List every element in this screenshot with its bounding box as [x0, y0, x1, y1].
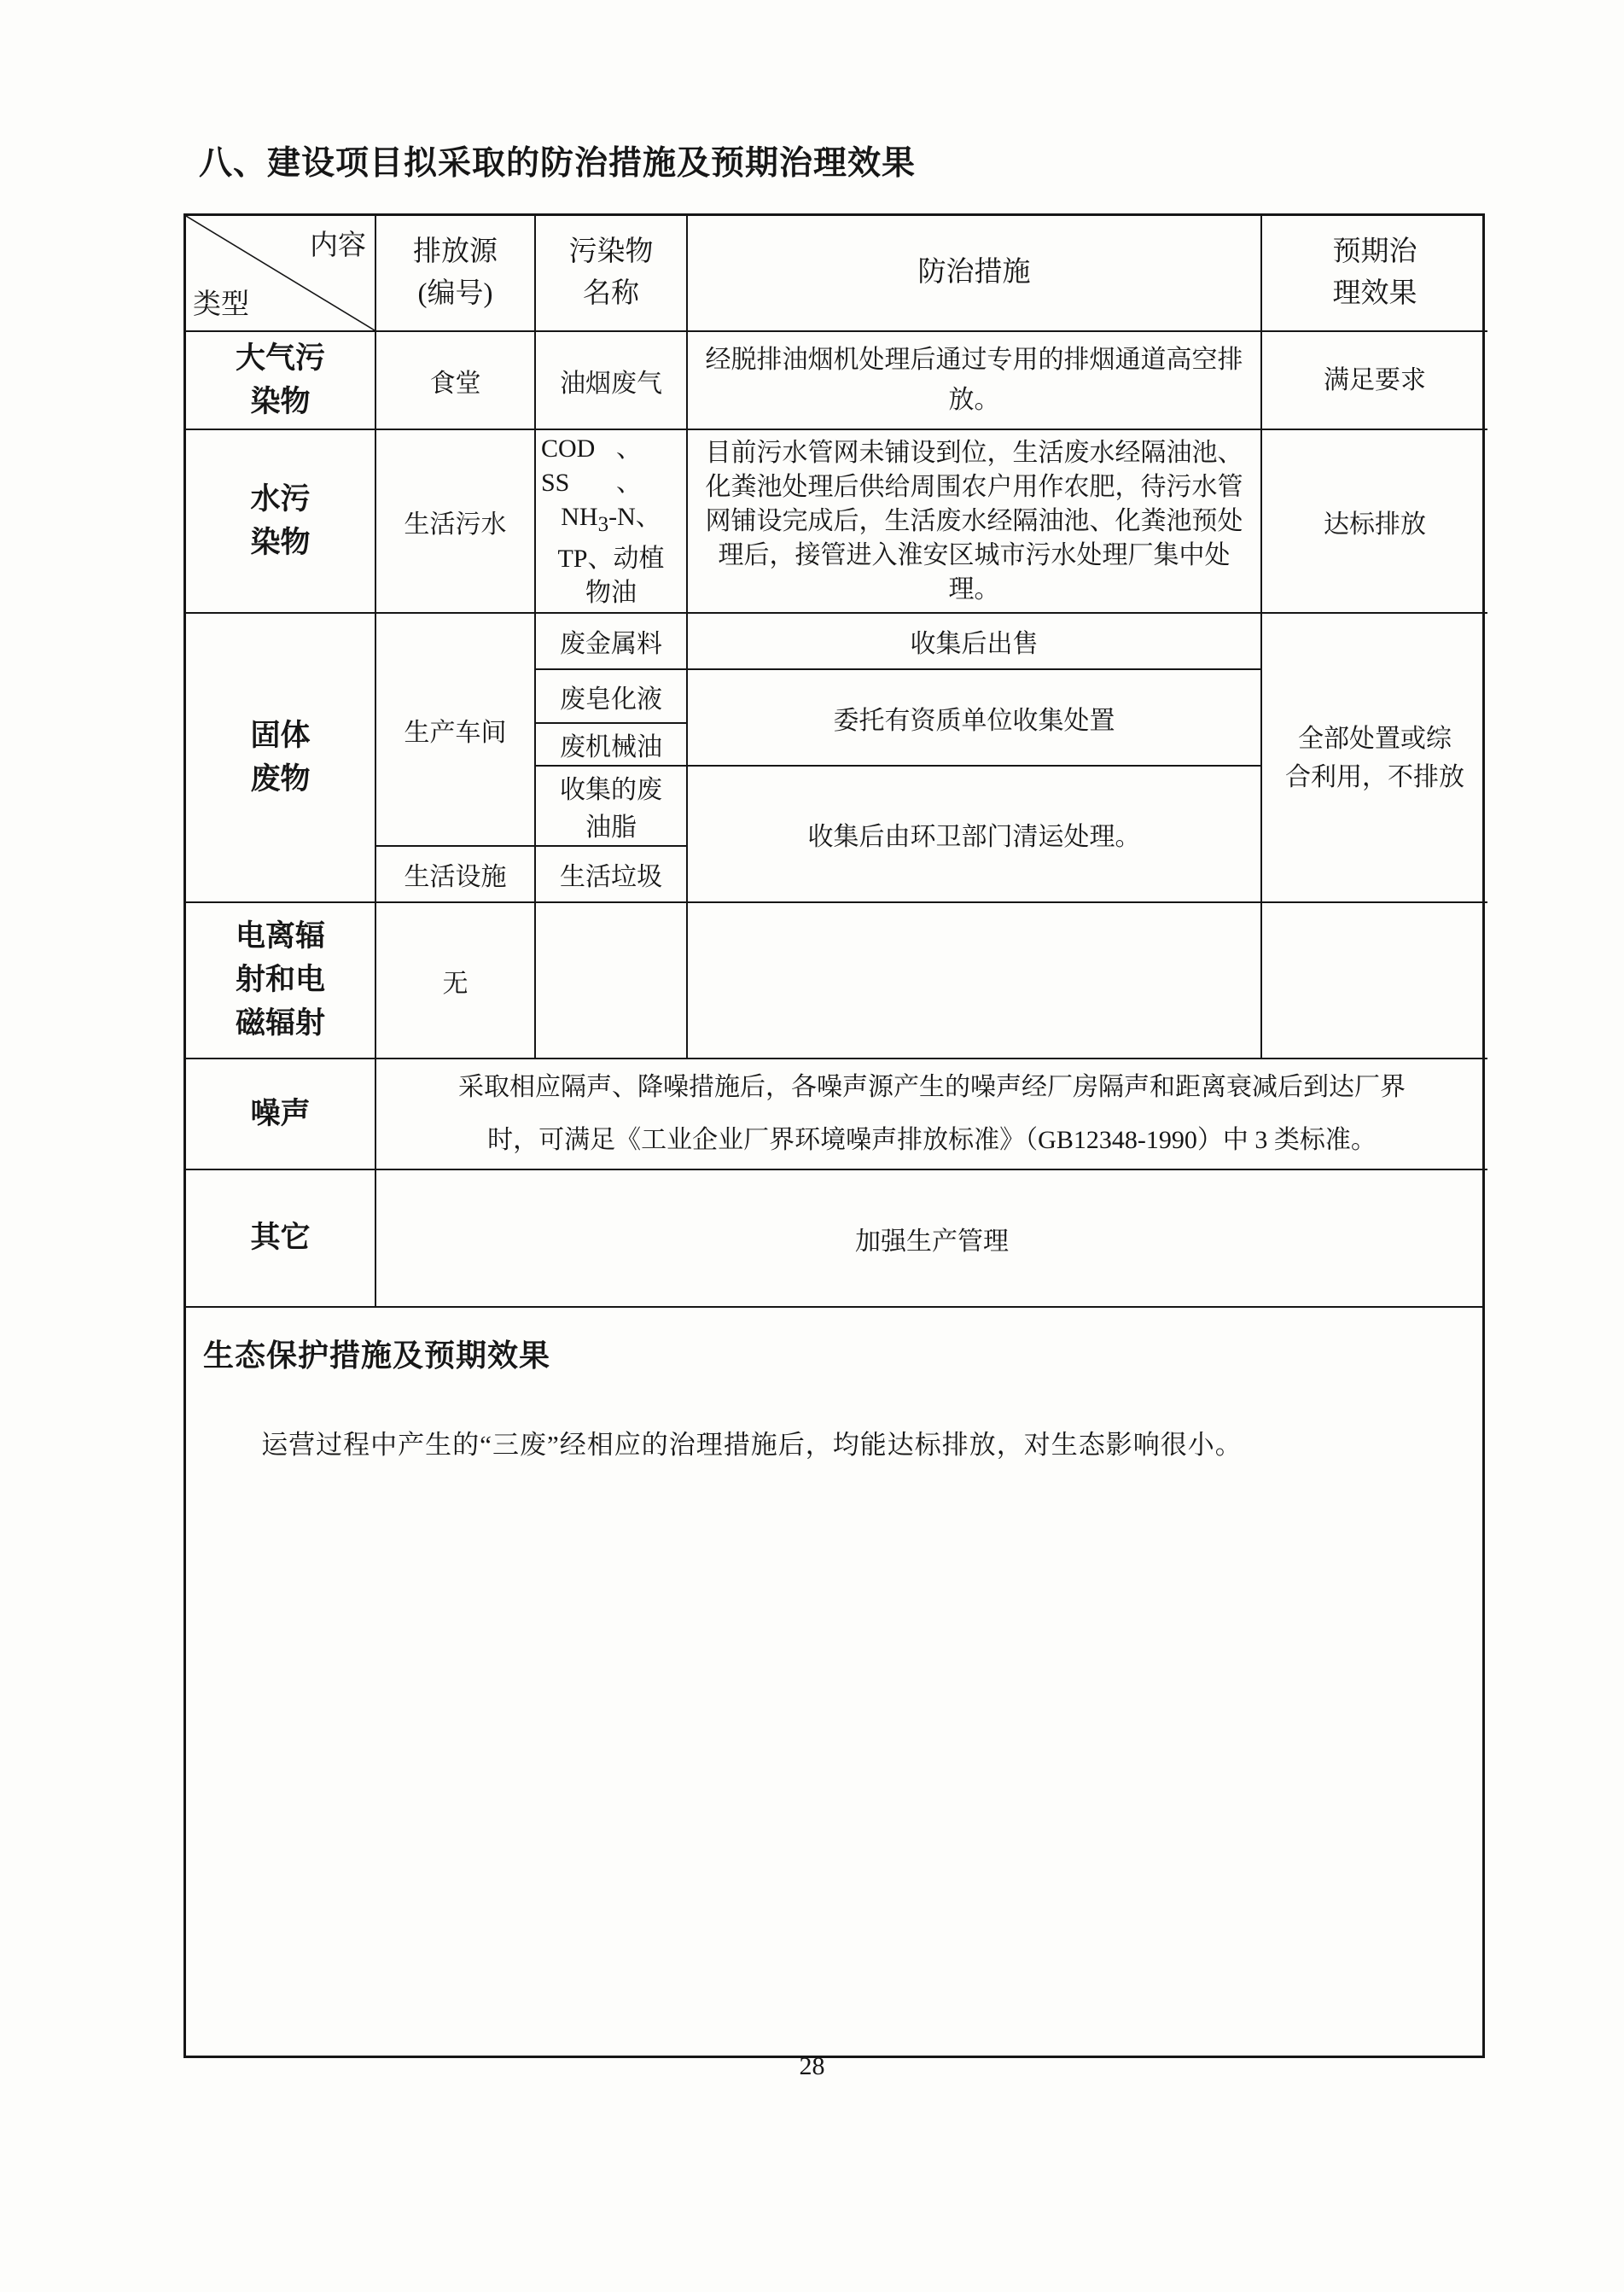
cell-water-measure: 目前污水管网未铺设到位，生活废水经隔油池、化粪池处理后供给周围农户用作农肥，待污水管网铺设完成后，生活废水经隔油池、化粪池预处理后，接管进入淮安区城市污水处理厂集中处理。 [687, 429, 1261, 613]
cell-waste-domestic: 生活垃圾 [535, 846, 687, 902]
cell-solid-effect [1261, 613, 1487, 902]
pollutant-tp-line: TP、动植 [557, 545, 665, 573]
pollutant-cod-text: COD [541, 434, 596, 463]
col-header-pollutant-line1: 污染物 [568, 236, 654, 267]
cell-air-effect: 满足要求 [1261, 331, 1487, 429]
pollutant-nh3n-post: -N、 [608, 503, 661, 531]
cell-solid-type [186, 613, 375, 902]
cell-radiation-type [186, 902, 375, 1059]
cell-air-type-line2: 染物 [250, 384, 311, 418]
row-radiation [186, 902, 1487, 1059]
pollutant-nh3n-sub: 3 [597, 513, 609, 536]
row-noise [186, 1059, 1487, 1169]
cell-air-source: 食堂 [375, 331, 535, 429]
cell-other-type: 其它 [186, 1169, 375, 1306]
cell-noise-measure-line1: 采取相应隔声、降噪措施后，各噪声源产生的噪声经厂房隔声和距离衰减后到达厂界 [458, 1073, 1406, 1101]
cell-measure-metal: 收集后出售 [687, 613, 1261, 669]
cell-radiation-source: 无 [375, 902, 535, 1059]
eco-heading: 生态保护措施及预期效果 [203, 1338, 551, 1373]
cell-solid-source-production: 生产车间 [375, 613, 535, 846]
col-header-effect [1261, 216, 1487, 331]
row-air [186, 331, 1487, 429]
pollutant-oil-line: 物油 [585, 579, 637, 607]
cell-solid-effect-line1: 全部处置或综 [1298, 724, 1452, 753]
cell-radiation-type-line2: 射和电 [235, 963, 325, 997]
page-title: 八、建设项目拟采取的防治措施及预期治理效果 [199, 145, 917, 182]
cell-water-type-line1: 水污 [250, 481, 311, 516]
cell-radiation-measure-empty [687, 902, 1261, 1059]
cell-solid-type-line1: 固体 [250, 718, 311, 752]
row-other [186, 1169, 1487, 1306]
page-number: 28 [799, 2052, 825, 2080]
cell-waste-grease [535, 766, 687, 846]
cell-measure-sanitation: 收集后由环卫部门清运处理。 [687, 766, 1261, 902]
eco-section [186, 1306, 1482, 2056]
col-header-effect-line2: 理效果 [1332, 278, 1417, 309]
header-corner-type-label: 类型 [193, 289, 249, 320]
pollutant-cod [541, 432, 642, 466]
cell-radiation-type-line3: 磁辐射 [235, 1006, 325, 1040]
cell-other-measure: 加强生产管理 [375, 1169, 1487, 1306]
measures-table [186, 216, 1487, 1306]
pollutant-ss-punct: 、 [616, 469, 642, 497]
cell-measure-entrust: 委托有资质单位收集处置 [687, 669, 1261, 766]
cell-water-type [186, 429, 375, 613]
header-corner-content-label: 内容 [310, 230, 366, 261]
row-water [186, 429, 1487, 613]
cell-waste-metal: 废金属料 [535, 613, 687, 669]
cell-air-type [186, 331, 375, 429]
pollutant-ss [541, 466, 642, 500]
eco-body: 运营过程中产生的“三废”经相应的治理措施后，均能达标排放，对生态影响很小。 [261, 1430, 1243, 1460]
cell-radiation-type-line1: 电离辐 [235, 919, 325, 954]
cell-waste-machine-oil: 废机械油 [535, 723, 687, 766]
pollutant-cod-punct: 、 [616, 434, 642, 463]
pollutant-nh3n-pre: NH [561, 503, 598, 531]
cell-water-source: 生活污水 [375, 429, 535, 613]
cell-solid-source-domestic: 生活设施 [375, 846, 535, 902]
cell-waste-grease-line1: 收集的废 [560, 776, 662, 804]
cell-waste-saponification: 废皂化液 [535, 669, 687, 723]
header-corner-cell [186, 216, 375, 331]
cell-solid-type-line2: 废物 [250, 761, 311, 796]
cell-air-type-line1: 大气污 [235, 341, 325, 375]
cell-water-pollutants [535, 429, 687, 613]
col-header-source-line1: 排放源 [413, 236, 498, 267]
col-header-pollutant-line2: 名称 [583, 278, 639, 309]
col-header-source [375, 216, 535, 331]
col-header-effect-line1: 预期治 [1332, 236, 1417, 267]
col-header-measures: 防治措施 [687, 216, 1261, 331]
cell-radiation-pollutant-empty [535, 902, 687, 1059]
cell-solid-effect-line2: 合利用，不排放 [1285, 762, 1464, 791]
cell-air-measure: 经脱排油烟机处理后通过专用的排烟通道高空排放。 [687, 331, 1261, 429]
pollutant-ss-text: SS [541, 469, 570, 497]
row-solid-metal [186, 613, 1487, 669]
cell-water-effect: 达标排放 [1261, 429, 1487, 613]
col-header-source-line2: (编号) [417, 278, 493, 309]
cell-noise-type: 噪声 [186, 1059, 375, 1169]
cell-radiation-effect-empty [1261, 902, 1487, 1059]
content-frame [183, 213, 1485, 2058]
cell-waste-grease-line2: 油脂 [585, 814, 637, 842]
cell-air-pollutant: 油烟废气 [535, 331, 687, 429]
cell-noise-measure-line2: 时，可满足《工业企业厂界环境噪声排放标准》（GB12348-1990）中 3 类标准。 [487, 1126, 1377, 1154]
cell-water-type-line2: 染物 [250, 525, 311, 559]
col-header-pollutant [535, 216, 687, 331]
pollutant-nh3n [541, 500, 681, 542]
cell-noise-measure [375, 1059, 1487, 1169]
header-row [186, 216, 1487, 331]
